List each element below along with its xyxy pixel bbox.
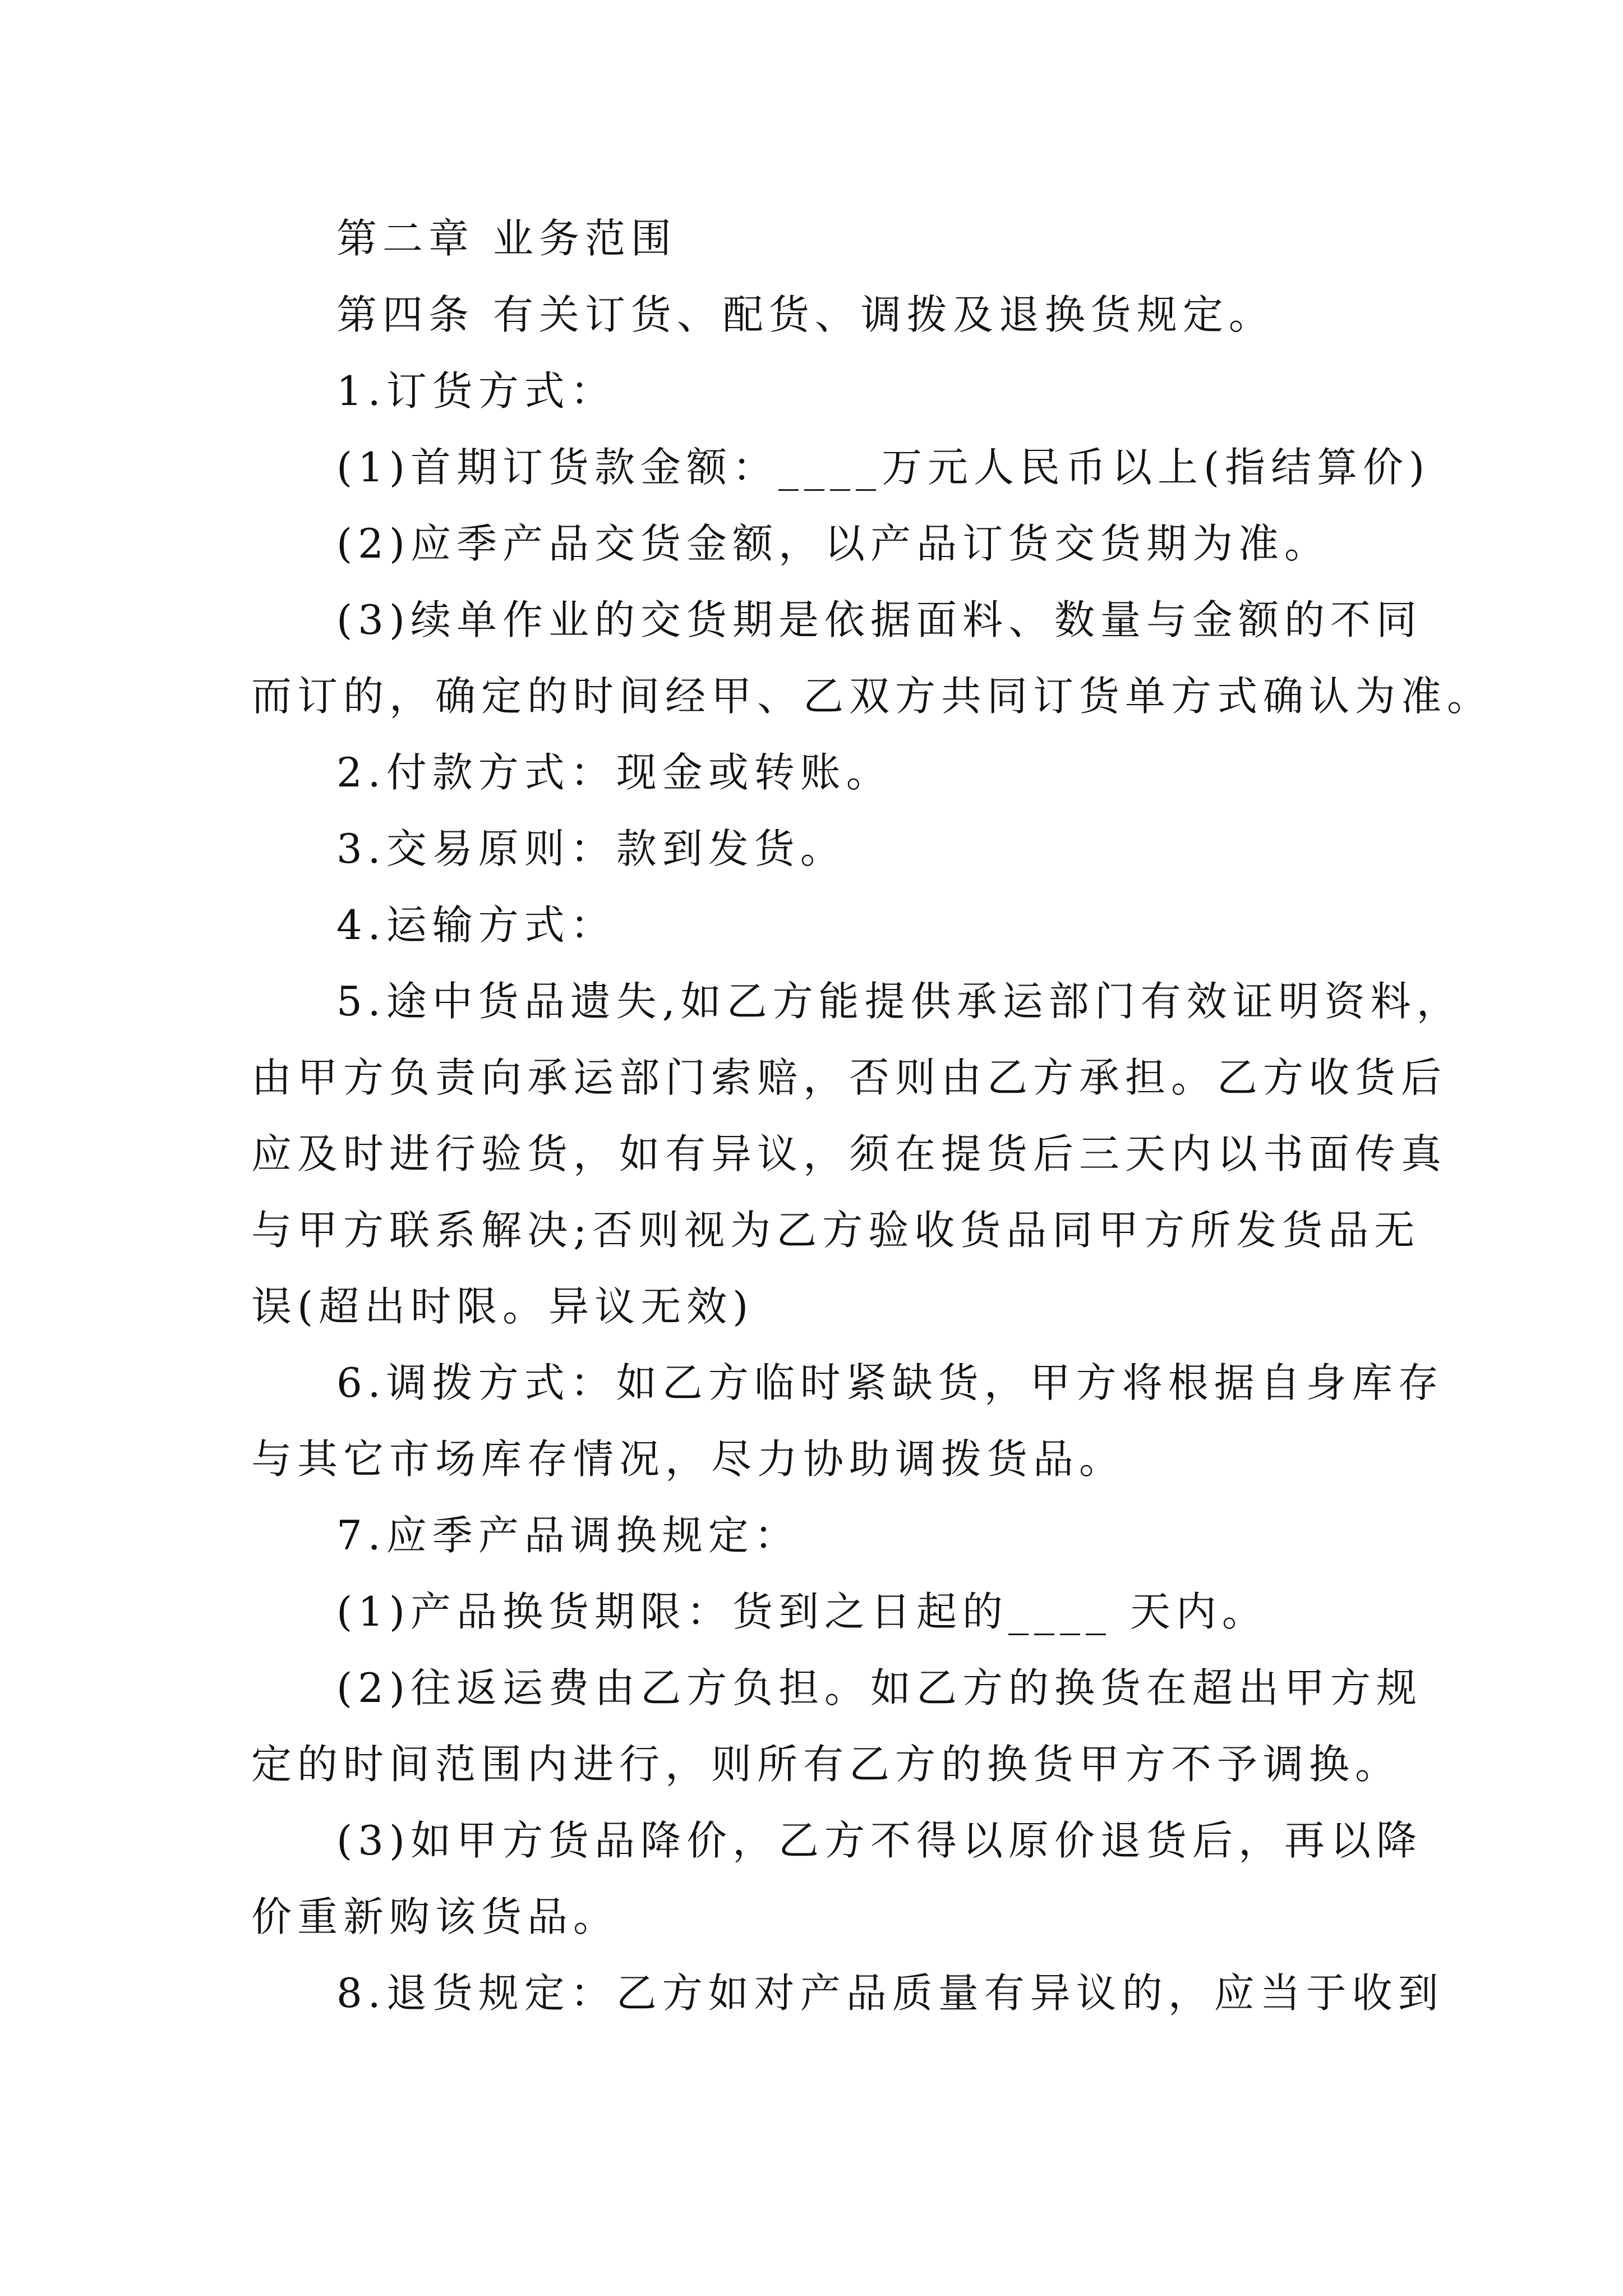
paragraph-line: 与甲方联系解决;否则视为乙方验收货品同甲方所发货品无 — [251, 1207, 1421, 1254]
paragraph-line: 2.付款方式：现金或转账。 — [336, 749, 892, 796]
paragraph-line: 5.途中货品遗失,如乙方能提供承运部门有效证明资料， — [336, 978, 1463, 1025]
paragraph-line: 4.运输方式： — [336, 901, 616, 949]
paragraph-line: (3)如甲方货品降价，乙方不得以原价退货后，再以降 — [336, 1817, 1422, 1864]
paragraph-line: 1.订货方式： — [336, 367, 616, 415]
paragraph-line: (1)首期订货款金额：____万元人民币以上(指结算价) — [336, 444, 1431, 491]
paragraph-line: (2)往返运费由乙方负担。如乙方的换货在超出甲方规 — [336, 1664, 1422, 1711]
paragraph-line: 6.调拨方式：如乙方临时紧缺货，甲方将根据自身库存 — [336, 1359, 1444, 1406]
article-heading: 第四条 有关订货、配货、调拨及退换货规定。 — [336, 291, 1275, 338]
paragraph-line: (3)续单作业的交货期是依据面料、数量与金额的不同 — [336, 596, 1422, 643]
paragraph-line: (2)应季产品交货金额，以产品订货交货期为准。 — [336, 520, 1330, 567]
paragraph-line: 而订的，确定的时间经甲、乙双方共同订货单方式确认为准。 — [251, 673, 1493, 720]
paragraph-line: 价重新购该货品。 — [251, 1893, 620, 1940]
paragraph-line: 应及时进行验货，如有异议，须在提货后三天内以书面传真 — [251, 1130, 1447, 1177]
paragraph-line: 由甲方负责向承运部门索赔，否则由乙方承担。乙方收货后 — [251, 1054, 1447, 1101]
paragraph-line: 误(超出时限。异议无效) — [251, 1283, 754, 1330]
paragraph-line: 与其它市场库存情况，尽力协助调拨货品。 — [251, 1435, 1126, 1483]
paragraph-line: (1)产品换货期限：货到之日起的____ 天内。 — [336, 1588, 1268, 1635]
chapter-heading: 第二章 业务范围 — [336, 215, 677, 262]
paragraph-line: 8.退货规定：乙方如对产品质量有异议的，应当于收到 — [336, 1970, 1444, 2017]
paragraph-line: 7.应季产品调换规定： — [336, 1512, 800, 1559]
paragraph-line: 3.交易原则：款到发货。 — [336, 825, 846, 872]
paragraph-line: 定的时间范围内进行，则所有乙方的换货甲方不予调换。 — [251, 1741, 1401, 1788]
